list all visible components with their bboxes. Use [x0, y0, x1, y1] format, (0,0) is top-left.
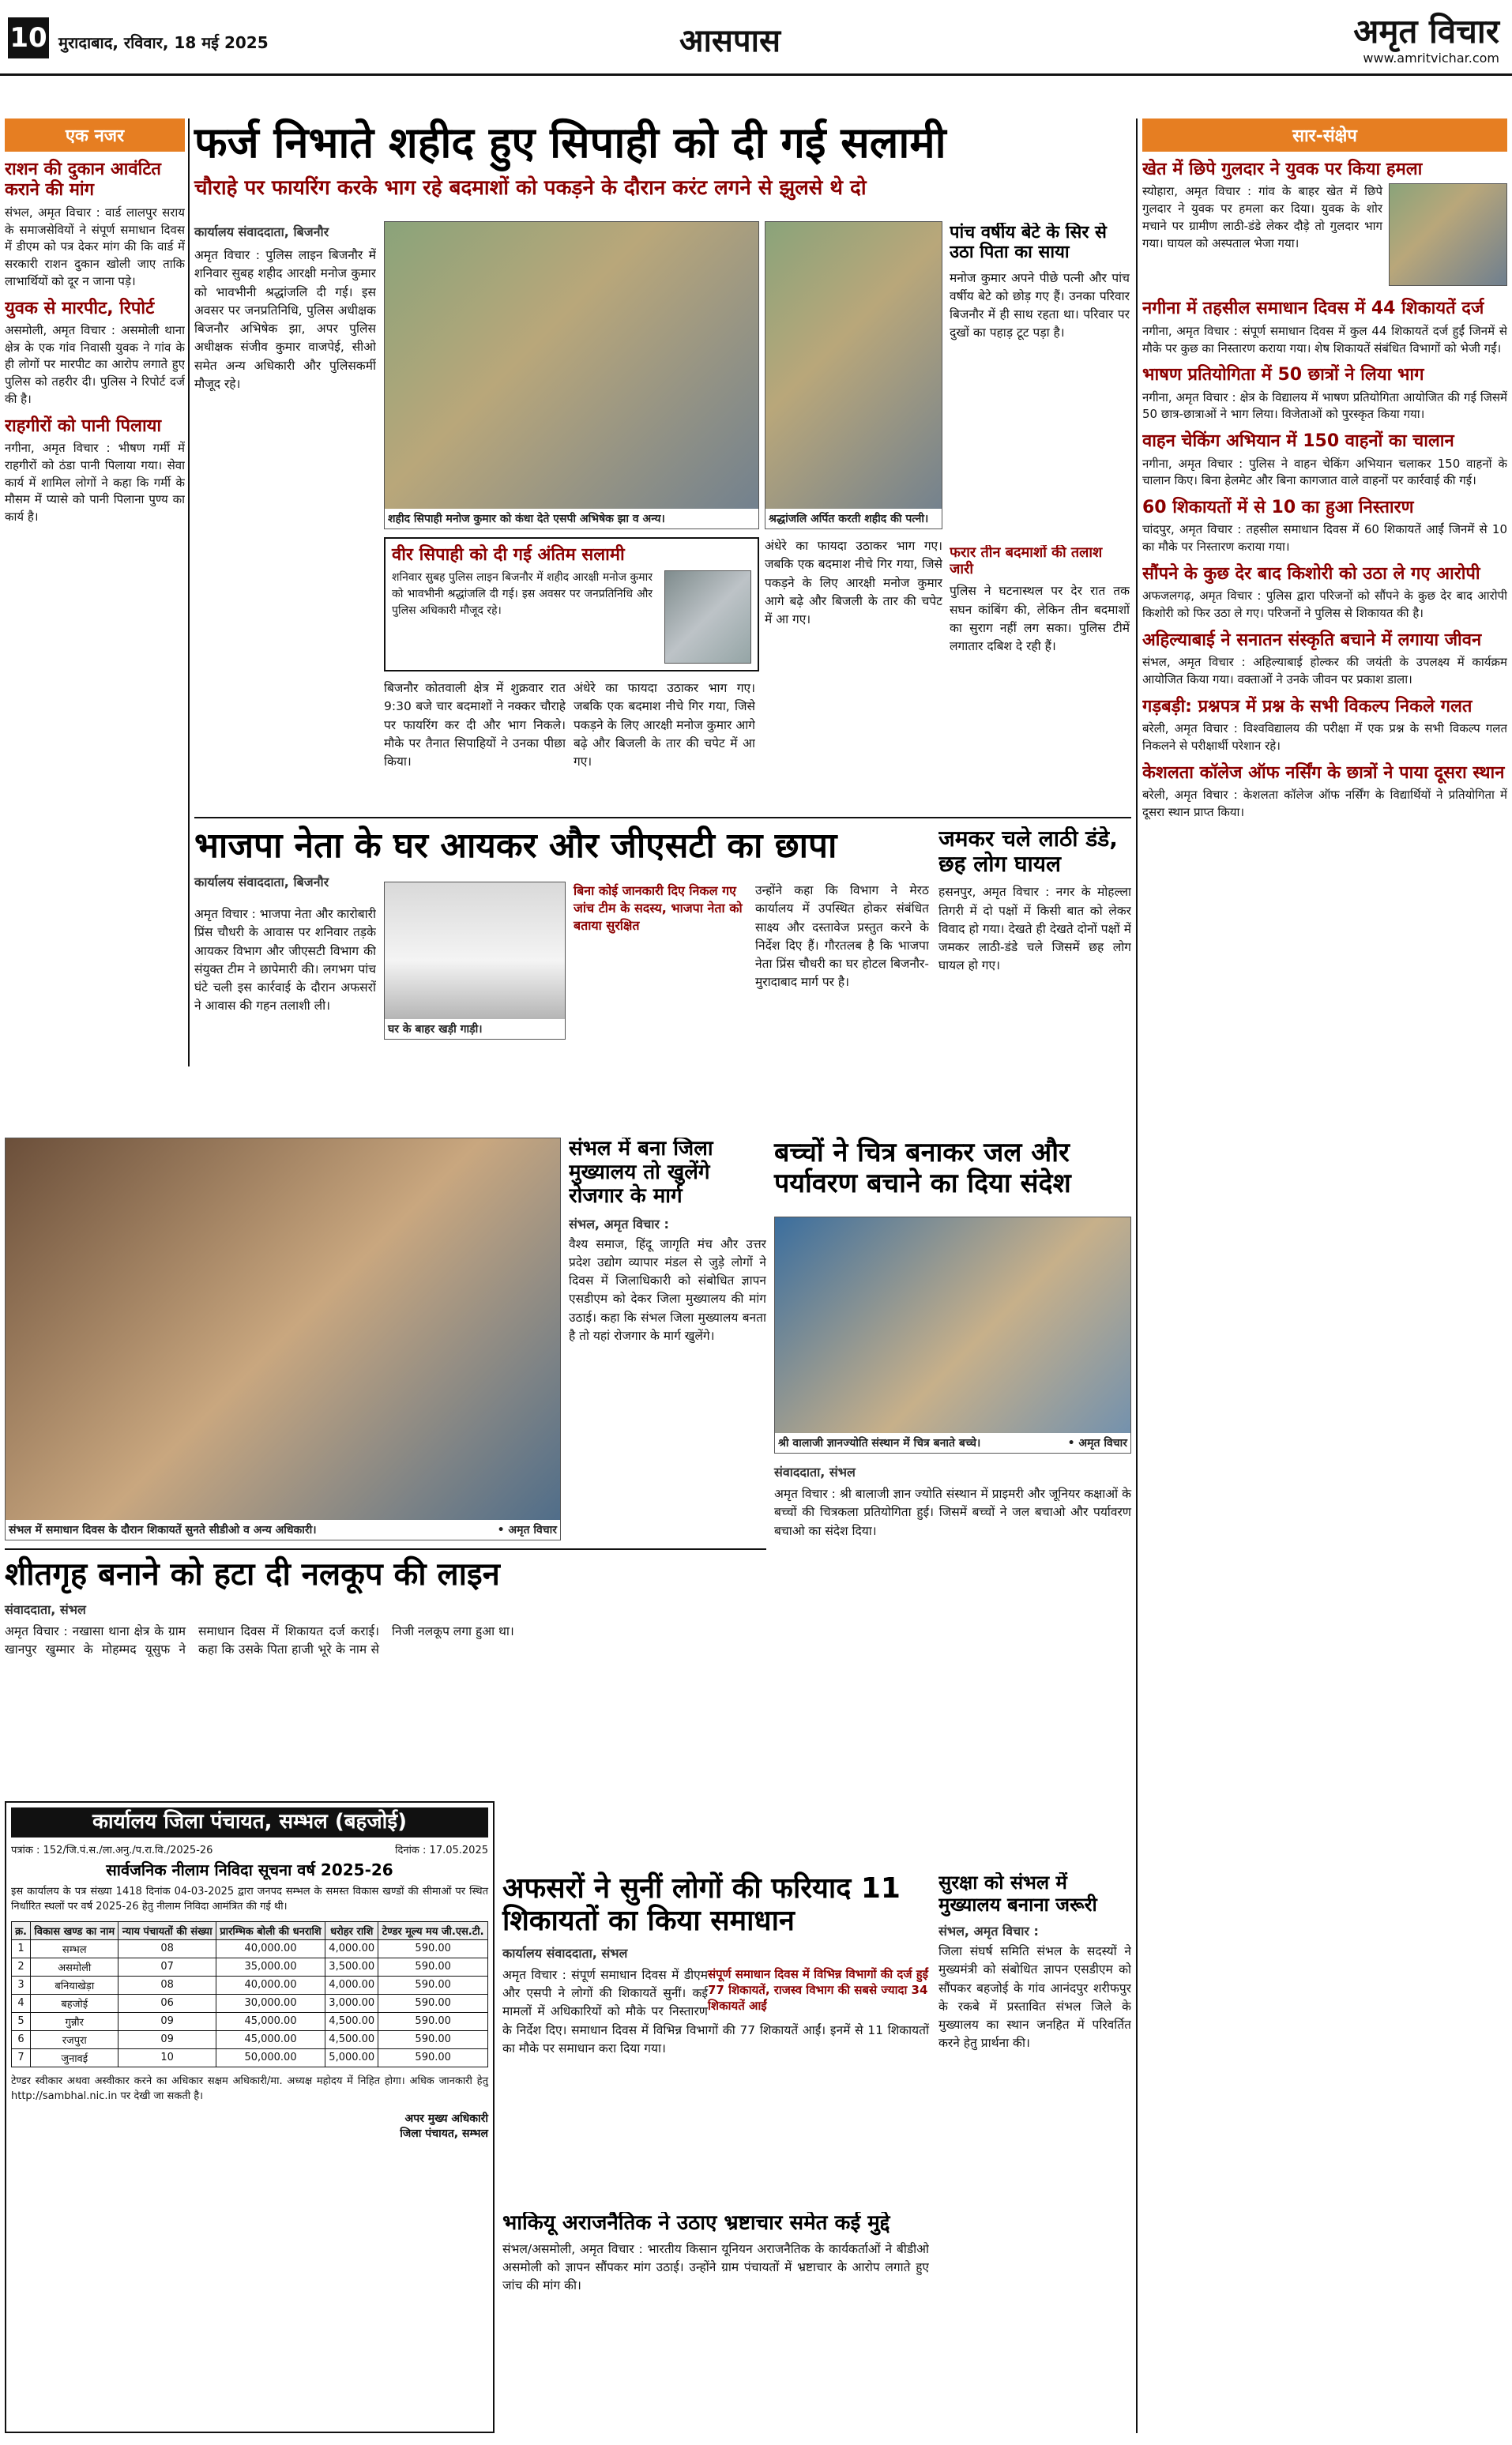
- table-cell: 590.00: [378, 1958, 488, 1976]
- tender-notice-title: सार्वजनिक नीलाम निविदा सूचना वर्ष 2025-26: [106, 1860, 393, 1879]
- table-cell: 06: [118, 1994, 216, 2012]
- hearing-headline: अफसरों ने सुनीं लोगों की फरियाद 11 शिकायतों का किया समाधान: [502, 1872, 901, 1938]
- table-cell: 08: [118, 1939, 216, 1958]
- table-cell: 50,000.00: [216, 2048, 325, 2067]
- photo-caption: शहीद सिपाही मनोज कुमार को कंधा देते एसपी अभिषेक झा व अन्य।: [385, 509, 758, 528]
- table-cell: 1: [12, 1939, 31, 1958]
- table-cell: 35,000.00: [216, 1958, 325, 1976]
- tender-date: दिनांक : 17.05.2025: [395, 1844, 488, 1856]
- bku-body: संभल/असमोली, अमृत विचार : भारतीय किसान यूनियन अराजनैतिक के कार्यकर्ताओं ने बीडीओ असमोली को ज्ञापन सौंपकर मांग उठाई। उन्होंने ग्राम पंचायतों में भ्रष्टाचार के आरोप लगाते हुए जांच की मांग की।: [502, 2241, 929, 2293]
- table-row: [12, 1994, 488, 2012]
- brief-body: बरेली, अमृत विचार : केशलता कॉलेज ऑफ नर्सिंग के विद्यार्थियों ने प्रतियोगिता में दूसरा स्थान प्राप्त किया।: [1142, 788, 1507, 819]
- raid-body: अमृत विचार : भाजपा नेता और कारोबारी प्रिंस चौधरी के आवास पर शनिवार तड़के आयकर विभाग और जीएसटी विभाग की संयुक्त टीम ने छापेमारी की। लगभग पांच घंटे चली इस कार्रवाई के दौरान अफसरों ने आवास की गहन तलाशी ली।: [194, 907, 376, 1014]
- table-cell: 590.00: [378, 1976, 488, 1994]
- hearing-note: संपूर्ण समाधान दिवस में विभिन्न विभागों की दर्ज हुईं 77 शिकायतें, राजस्व विभाग की सबसे ज्यादा 34 शिकायतें आईं: [708, 1966, 929, 2013]
- brief-title: गड़बड़ी: प्रश्नपत्र में प्रश्न के सभी विकल्प निकले गलत: [1142, 696, 1473, 717]
- table-header: न्याय पंचायतों की संख्या: [118, 1921, 216, 1939]
- bku-headline: भाकियू अराजनैतिक ने उठाए भ्रष्टाचार समेत कई मुद्दे: [502, 2212, 890, 2235]
- tender-signature: अपर मुख्य अधिकारी जिला पंचायत, सम्भल: [400, 2112, 488, 2140]
- hearing-story: [502, 1872, 929, 2204]
- table-cell: 40,000.00: [216, 1939, 325, 1958]
- safety-headline: सुरक्षा को संभल में मुख्यालय बनाना जरूरी: [938, 1872, 1097, 1916]
- lead-subhead: चौराहे पर फायरिंग करके भाग रहे बदमाशों को पकड़ने के दौरान करंट लगने से झुलसे थे दो: [194, 176, 867, 201]
- brief-body: संभल, अमृत विचार : अहिल्याबाई होल्कर की जयंती के उपलक्ष्य में कार्यक्रम आयोजित किया गया। वक्ताओं ने उनके जीवन पर प्रकाश डाला।: [1142, 655, 1507, 686]
- table-header: टेण्डर मूल्य मय जी.एस.टी.: [378, 1921, 488, 1939]
- brief-body: नगीना, अमृत विचार : संपूर्ण समाधान दिवस में कुल 44 शिकायतें दर्ज हुईं जिनमें से मौके पर कुछ का निस्तारण कराया गया। शेष शिकायतें संबंधित विभागों को भेजी गईं।: [1142, 323, 1507, 355]
- brief-body: नगीना, अमृत विचार : क्षेत्र के विद्यालय में भाषण प्रतियोगिता आयोजित की गई जिसमें 50 छात्र-छात्राओं ने भाग लिया। विजेताओं को पुरस्कृत किया गया।: [1142, 389, 1507, 422]
- tender-notice: [5, 1801, 495, 2433]
- dateline: मुरादाबाद, रविवार, 18 मई 2025: [58, 33, 269, 52]
- children-headline: बच्चों ने चित्र बनाकर जल और पर्यावरण बचाने का दिया संदेश: [774, 1137, 1071, 1200]
- brief-body: संभल, अमृत विचार : वार्ड लालपुर सराय के समाजसेवियों ने संपूर्ण समाधान दिवस में डीएम को पत्र देकर मांग की कि वार्ड में सरकारी राशन दुकान खोली जाए ताकि लाभार्थियों को दूर न जाना पड़े।: [5, 205, 185, 288]
- table-cell: 3: [12, 1976, 31, 1994]
- raid-note: बिना कोई जानकारी दिए निकल गए जांच टीम के सदस्य, भाजपा नेता को बताया सुरक्षित: [574, 883, 743, 933]
- raid-byline: कार्यालय संवाददाता, बिजनौर: [194, 874, 329, 890]
- left-briefs: [5, 118, 185, 1051]
- divider: [5, 1548, 766, 1550]
- brief-title: राहगीरों को पानी पिलाया: [5, 416, 162, 436]
- brief-title: खेत में छिपे गुलदार ने युवक पर किया हमला: [1142, 160, 1423, 179]
- raid-col3: उन्होंने कहा कि विभाग ने मेरठ कार्यालय में उपस्थित होकर संबंधित साक्ष्य और दस्तावेज प्रस्तुत करने के निर्देश दिए हैं। गौरतलब है कि भाजपा नेता प्रिंस चौधरी का घर होटल बिजनौर-मुरादाबाद मार्ग पर है।: [755, 883, 929, 990]
- brief-body: स्योहारा, अमृत विचार : गांव के बाहर खेत में छिपे गुलदार ने युवक पर हमला कर दिया। युवक के शोर मचाने पर ग्रामीण लाठी-डंडे लेकर दौड़े तो गुलदार भाग गया। घायल को अस्पताल भेजा गया।: [1142, 184, 1382, 250]
- table-cell: 4,500.00: [325, 2030, 378, 2048]
- brief-title: केशलता कॉलेज ऑफ नर्सिंग के छात्रों ने पाया दूसरा स्थान: [1142, 762, 1505, 783]
- lead-photo-2: [765, 221, 942, 529]
- pipeline-story: [5, 1556, 766, 1793]
- employment-byline: संभल, अमृत विचार :: [569, 1216, 669, 1232]
- employment-body: वैश्य समाज, हिंदू जागृति मंच और उत्तर प्रदेश उद्योग व्यापार मंडल से जुड़े लोगों ने दिवस में जिलाधिकारी को संबोधित ज्ञापन एसडीएम को देकर जिला मुख्यालय की मांग उठाई। कहा कि संभल जिला मुख्यालय बनता है तो यहां रोजगार के मार्ग खुलेंगे।: [569, 1236, 766, 1343]
- table-cell: 10: [118, 2048, 216, 2067]
- table-cell: 4: [12, 1994, 31, 2012]
- employment-headline: संभल में बना जिला मुख्यालय तो खुलेंगे रोजगार के मार्ग: [569, 1138, 713, 1208]
- scuffle-body: हसनपुर, अमृत विचार : नगर के मोहल्ला तिगरी में दो पक्षों में किसी बात को लेकर विवाद हो गया। देखते ही देखते दोनों पक्षों में जमकर लाठी-डंडे चले जिसमें छह लोग घायल हो गए।: [938, 885, 1131, 973]
- photo-caption: श्रद्धांजलि अर्पित करती शहीद की पत्नी।: [765, 509, 942, 528]
- tender-ref: पत्रांक : 152/जि.पं.स./ला.अनु./प.रा.वि./2025-26: [11, 1844, 213, 1856]
- pipeline-byline: संवाददाता, संभल: [5, 1602, 86, 1617]
- table-cell: 3,500.00: [325, 1958, 378, 1976]
- sub-body: पुलिस ने घटनास्थल पर देर रात तक सघन कांबिंग की, लेकिन तीन बदमाशों का सुराग नहीं लग सका। पुलिस टीमें लगातार दबिश दे रही हैं।: [950, 584, 1130, 654]
- scuffle-headline: जमकर चले लाठी डंडे, छह लोग घायल: [938, 826, 1118, 878]
- table-header-row: [12, 1921, 488, 1939]
- table-cell: 590.00: [378, 2048, 488, 2067]
- divider: [1136, 118, 1138, 2433]
- raid-story: [194, 826, 929, 1127]
- right-col-head: सार-संक्षेप: [1142, 118, 1507, 152]
- lead-body-3: अंधेरे का फायदा उठाकर भाग गए। जबकि एक बदमाश नीचे गिर गया, जिसे पकड़ने के लिए आरक्षी मनोज कुमार आगे बढ़े और बिजली के तार की चपेट में आ गए।: [574, 681, 755, 769]
- photo-caption: [6, 1520, 560, 1540]
- tender-footer: टेण्डर स्वीकार अथवा अस्वीकार करने का अधिकार सक्षम अधिकारी/मा. अध्यक्ष महोदय में निहित होगा। अधिक जानकारी हेतु http://sambhal.nic.in पर देखी जा सकती है।: [11, 2074, 488, 2103]
- tender-intro: इस कार्यालय के पत्र संख्या 1418 दिनांक 04-03-2025 द्वारा जनपद सम्भल के समस्त विकास खण्डों की सीमाओं पर स्थित निर्धारित स्थलों पर वर्ष 2025-26 हेतु नीलाम निविदा आमंत्रित की गई थी।: [11, 1885, 488, 1913]
- table-header: प्रारम्भिक बोली की धनराशि: [216, 1921, 325, 1939]
- raid-headline: भाजपा नेता के घर आयकर और जीएसटी का छापा: [194, 826, 837, 866]
- brief-title: 60 शिकायतों में से 10 का हुआ निस्तारण: [1142, 498, 1414, 518]
- table-cell: 45,000.00: [216, 2030, 325, 2048]
- children-story: [774, 1138, 1131, 1864]
- table-cell: 4,500.00: [325, 2012, 378, 2030]
- table-row: [12, 2030, 488, 2048]
- table-row: [12, 1958, 488, 1976]
- table-cell: गुन्नौर: [31, 2012, 118, 2030]
- lead-photo-1: [384, 221, 759, 529]
- safety-byline: संभल, अमृत विचार :: [938, 1924, 1039, 1939]
- table-cell: 3,000.00: [325, 1994, 378, 2012]
- photo-caption: [775, 1433, 1130, 1453]
- brief-body: नगीना, अमृत विचार : पुलिस ने वाहन चेकिंग अभियान चलाकर 150 वाहनों के चालान किए। बिना हेलमेट और बिना कागजात वाले वाहनों पर कार्रवाई की गई।: [1142, 456, 1507, 488]
- pipeline-body: अमृत विचार : नखासा थाना क्षेत्र के ग्राम खानपुर खुम्मार के मोहम्मद यूसुफ ने समाधान दिवस में शिकायत दर्ज कराई। कहा कि उसके पिता हाजी भूरे के नाम से निजी नलकूप लगा हुआ था।: [5, 1624, 514, 1657]
- brief-body: बरेली, अमृत विचार : विश्वविद्यालय की परीक्षा में एक प्रश्न के सभी विकल्प गलत निकलने से परीक्षार्थी परेशान रहे।: [1142, 721, 1507, 753]
- right-briefs: [1142, 118, 1507, 2433]
- table-cell: सम्भल: [31, 1939, 118, 1958]
- section-name: आसपास: [679, 23, 781, 59]
- soldier-portrait: [664, 570, 751, 664]
- table-cell: 07: [118, 1958, 216, 1976]
- hearing-byline: कार्यालय संवाददाता, संभल: [502, 1945, 628, 1961]
- table-cell: रजपुरा: [31, 2030, 118, 2048]
- table-row: [12, 1976, 488, 1994]
- pipeline-headline: शीतगृह बनाने को हटा दी नलकूप की लाइन: [5, 1556, 500, 1593]
- lead-byline: कार्यालय संवाददाता, बिजनौर: [194, 224, 329, 239]
- box-headline: वीर सिपाही को दी गई अंतिम सलामी: [392, 545, 625, 565]
- table-cell: 6: [12, 2030, 31, 2048]
- table-cell: 40,000.00: [216, 1976, 325, 1994]
- table-cell: 5: [12, 2012, 31, 2030]
- brief-body: असमोली, अमृत विचार : असमोली थाना क्षेत्र के एक गांव निवासी युवक ने गांव के ही लोगों पर मारपीट का आरोप लगाते हुए पुलिस को तहरीर दी। पुलिस ने रिपोर्ट दर्ज की है।: [5, 322, 185, 406]
- tender-table: [11, 1921, 488, 2067]
- table-cell: 590.00: [378, 1994, 488, 2012]
- lead-body-4: अंधेरे का फायदा उठाकर भाग गए। जबकि एक बदमाश नीचे गिर गया, जिसे पकड़ने के लिए आरक्षी मनोज कुमार आगे बढ़े और बिजली के तार की चपेट में आ गए।: [765, 539, 942, 626]
- divider: [188, 118, 190, 1066]
- side-headline: पांच वर्षीय बेटे के सिर से उठा पिता का साया: [950, 223, 1107, 263]
- brand-url[interactable]: www.amritvichar.com: [1363, 51, 1499, 66]
- meeting-photo: [5, 1138, 561, 1540]
- table-header: विकास खण्ड का नाम: [31, 1921, 118, 1939]
- side-body: मनोज कुमार अपने पीछे पत्नी और पांच वर्षीय बेटे को छोड़ गए हैं। उनका परिवार बिजनौर में ही साथ रहता था। परिवार पर दुखों का पहाड़ टूट पड़ा है।: [950, 270, 1130, 340]
- divider: [194, 817, 1131, 818]
- table-header: क्र.: [12, 1921, 31, 1939]
- table-cell: 2: [12, 1958, 31, 1976]
- tender-meta: [11, 1842, 488, 1856]
- tender-title: कार्यालय जिला पंचायत, सम्भल (बहजोई): [11, 1807, 488, 1838]
- lead-story: [194, 118, 1131, 814]
- safety-body: जिला संघर्ष समिति संभल के सदस्यों ने मुख्यमंत्री को संबोधित ज्ञापन एसडीएम को सौंपकर बहजोई के गांव आनंदपुर शरीफपुर के रकबे में प्रस्तावित संभल जिले के मुख्यालय का स्थान जनहित में परिवर्तित करने हेतु प्रार्थना की।: [938, 1944, 1131, 2051]
- table-cell: 08: [118, 1976, 216, 1994]
- table-cell: 09: [118, 2030, 216, 2048]
- box-body: शनिवार सुबह पुलिस लाइन बिजनौर में शहीद आरक्षी मनोज कुमार को भावभीनी श्रद्धांजलि दी गई। इस अवसर पर जनप्रतिनिधि और पुलिस अधिकारी मौजूद रहे।: [392, 571, 653, 618]
- brand-logo: अमृत विचार: [1353, 12, 1499, 51]
- safety-story: [938, 1872, 1131, 2425]
- brief-body: चांदपुर, अमृत विचार : तहसील समाधान दिवस में 60 शिकायतें आईं जिनमें से 10 का मौके पर निस्तारण कराया गया।: [1142, 522, 1507, 555]
- photo-credit: • अमृत विचार: [497, 1524, 557, 1537]
- table-cell: 5,000.00: [325, 2048, 378, 2067]
- left-col-head: एक नजर: [5, 118, 185, 152]
- lead-body-2: बिजनौर कोतवाली क्षेत्र में शुक्रवार रात 9:30 बजे चार बदमाशों ने नक्कर चौराहे पर फायरिंग कर दी और भाग निकले। मौके पर तैनात सिपाहियों ने उनका पीछा किया।: [384, 681, 566, 769]
- table-cell: 7: [12, 2048, 31, 2067]
- brief-title: युवक से मारपीट, रिपोर्ट: [5, 298, 155, 318]
- table-cell: 4,000.00: [325, 1939, 378, 1958]
- brief-title: वाहन चेकिंग अभियान में 150 वाहनों का चालान: [1142, 431, 1454, 452]
- table-cell: असमोली: [31, 1958, 118, 1976]
- brief-title: अहिल्याबाई ने सनातन संस्कृति बचाने में लगाया जीवन: [1142, 630, 1482, 650]
- raid-photo: [384, 882, 566, 1040]
- table-row: [12, 1939, 488, 1958]
- table-cell: 590.00: [378, 1939, 488, 1958]
- employment-story: [569, 1138, 766, 1540]
- sub-headline: फरार तीन बदमाशों की तलाश जारी: [950, 545, 1103, 577]
- brief-title: राशन की दुकान आवंटित कराने की मांग: [5, 160, 161, 201]
- children-photo: [774, 1217, 1131, 1454]
- bku-story: [502, 2212, 929, 2433]
- brief-title: नगीना में तहसील समाधान दिवस में 44 शिकायतें दर्ज: [1142, 299, 1484, 319]
- table-cell: जुनावई: [31, 2048, 118, 2067]
- lead-col-4: [950, 545, 1130, 814]
- table-cell: 590.00: [378, 2012, 488, 2030]
- table-cell: 30,000.00: [216, 1994, 325, 2012]
- children-body: अमृत विचार : श्री बालाजी ज्ञान ज्योति संस्थान में प्राइमरी और जूनियर कक्षाओं के बच्चों की चित्रकला प्रतियोगिता हुई। जिसमें बच्चों ने जल बचाओ और पर्यावरण बचाओ का संदेश दिया।: [774, 1487, 1131, 1538]
- lead-headline: फर्ज निभाते शहीद हुए सिपाही को दी गई सलामी: [194, 118, 946, 167]
- brief-body: नगीना, अमृत विचार : भीषण गर्मी में राहगीरों को ठंडा पानी पिलाया गया। सेवा कार्य में शामिल लोगों ने कहा कि गर्मी के मौसम में प्यासे को पानी पिलाना पुण्य का कार्य है।: [5, 441, 185, 525]
- lead-side: [950, 223, 1130, 539]
- brief-body: अफजलगढ़, अमृत विचार : पुलिस द्वारा परिजनों को सौंपने के कुछ देर बाद आरोपी किशोरी को फिर उठा ले गए। परिजनों ने पुलिस से शिकायत की है।: [1142, 589, 1507, 621]
- masthead: [0, 0, 1512, 76]
- table-row: [12, 2048, 488, 2067]
- table-header: धरोहर राशि: [325, 1921, 378, 1939]
- table-cell: 4,000.00: [325, 1976, 378, 1994]
- photo-credit: • अमृत विचार: [1067, 1437, 1127, 1450]
- table-cell: बहजोई: [31, 1994, 118, 2012]
- table-cell: 09: [118, 2012, 216, 2030]
- brief-title: भाषण प्रतियोगिता में 50 छात्रों ने लिया भाग: [1142, 365, 1424, 386]
- children-byline: संवाददाता, संभल: [774, 1465, 856, 1480]
- hearing-body: अमृत विचार : संपूर्ण समाधान दिवस में डीएम और एसपी ने लोगों की शिकायतें सुनीं। कई मामलों में अधिकारियों को मौके पर निस्तारण के निर्देश दिए। समाधान दिवस में विभिन्न विभागों की 77 शिकायतें आईं। इनमें से 11 शिकायतों का मौके पर समाधान करा दिया गया।: [502, 1967, 929, 2056]
- scuffle-story: [938, 826, 1131, 1127]
- photo-caption: घर के बाहर खड़ी गाड़ी।: [385, 1019, 565, 1039]
- tribute-box: [384, 537, 759, 671]
- page-number: 10: [8, 17, 49, 58]
- caption-text: श्री वालाजी ज्ञानज्योति संस्थान में चित्र बनाते बच्चे।: [778, 1437, 981, 1450]
- table-cell: बनियाखेड़ा: [31, 1976, 118, 1994]
- brief-title: सौंपने के कुछ देर बाद किशोरी को उठा ले गए आरोपी: [1142, 563, 1480, 584]
- brief-photo: [1389, 183, 1507, 286]
- table-cell: 590.00: [378, 2030, 488, 2048]
- table-cell: 45,000.00: [216, 2012, 325, 2030]
- lead-body: अमृत विचार : पुलिस लाइन बिजनौर में शनिवार सुबह शहीद आरक्षी मनोज कुमार को भावभीनी श्रद्धांजलि दी गई। इस अवसर पर जनप्रतिनिधि, पुलिस अधीक्षक बिजनौर अभिषेक झा, अपर पुलिस अधीक्षक संजीव कुमार वाजपेई, सीओ समेत अन्य अधिकारी और पुलिसकर्मी मौजूद रहे।: [194, 248, 376, 391]
- table-row: [12, 2012, 488, 2030]
- caption-text: संभल में समाधान दिवस के दौरान शिकायतें सुनते सीडीओ व अन्य अधिकारी।: [9, 1524, 317, 1537]
